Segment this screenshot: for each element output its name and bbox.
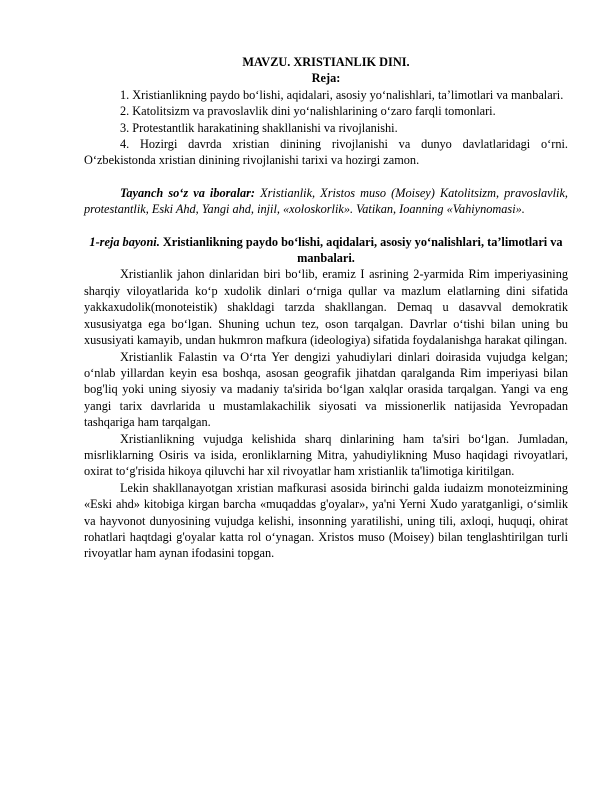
document-title: MAVZU. XRISTIANLIK DINI.: [242, 55, 410, 69]
plan-heading: Reja:: [311, 71, 341, 86]
body-paragraph-1: Xristianlik jahon dinlaridan biri bo‘lib, eramiz I asrining 2-yarmida Rim imperiyasining sharqiy viloyatlarida ko‘p xudolik dinlari o‘rniga qullar va mazlum elatlarning dini sifatida yakkaxudolik(monoteistik) shakldagi tarzda shakllangan. Demaq u dasavval demokratik xususiyatga ega bo‘lgan. Shuning uchun tez, oson tarqalgan. Davrlar o‘tishi bilan uning bu xususiyati kamayib, undan hukmron mafkura (ideologiya) sifatida foydalanishga harakat qilingan.: [84, 267, 568, 348]
keywords-paragraph: [84, 185, 568, 218]
body-paragraph-3: Xristianlikning vujudga kelishida sharq dinlarining ham ta'siri bo‘lgan. Jumladan, misrliklarning Osiris va isida, eronliklarning Mitra, yahudiylikning Muso haqidagi rivoyatlari, oxirat to‘g'risida hikoya qiluvchi har xil rivoyatlar ham xristianlik ta'limotiga kiritilgan.: [84, 431, 568, 479]
keywords-label: Tayanch so‘z va iboralar:: [120, 185, 256, 200]
spacer: [84, 169, 568, 185]
plan-item-2: 2. Katolitsizm va pravoslavlik dini yo‘nalishlarining o‘zaro farqli tomonlari.: [120, 104, 496, 119]
plan-item-3: 3. Protestantlik harakatining shakllanishi va rivojlanishi.: [120, 120, 398, 135]
body-paragraph-4: Lekin shakllanayotgan xristian mafkurasi asosida birinchi galda iudaizm monoteizmining «Eski ahd» kitobiga kirgan barcha «muqaddas g'oyalar», ya'ni Yerni Xudo yaratganligi, o‘simlik va hayvonot dunyosining vujudga kelishi, insonning yaratilishi, uning tili, axloqi, huquqi, ohirat rohatlari haqtdagi g'oyalar katta rol o‘ynagan. Xristos muso (Moisey) bilan tenglashtirilgan turli rivoyatlar ham aynan ifodasini topgan.: [84, 480, 568, 561]
keywords-text: Xristianlik, Xristos muso (Moisey) Katolitsizm, pravoslavlik, protestantlik, Eski Ahd, Yangi ahd, injil, «xoloskorlik». Vatikan, Ioanning «Vahiynomasi».: [84, 185, 568, 217]
plan-item-1: 1. Xristianlikning paydo bo‘lishi, aqidalari, asosiy yo‘nalishlari, ta’limotlari va manbalari.: [120, 87, 564, 102]
body-paragraph-2: Xristianlik Falastin va O‘rta Yer dengizi yahudiylari dinlari doirasida vujudga kelgan; o‘nlab yillardan keyin esa boshqa, asosan geografik jihatdan qaralganda Rim imperiyasi bilan bog'liq yoki uning siyosiy va madaniy ta'sirida bo‘lgan xalqlar orasida tarqalgan. Yangi va eng yangi tarix davrlarida u mustamlakachilik siyosati va missionerlik natijasida Yevropadan tashqariga ham tarqalgan.: [84, 349, 568, 430]
section-title: Xristianlikning paydo bo‘lishi, aqidalari, asosiy yo‘nalishlari, ta’limotlari va manbalari.: [159, 234, 563, 266]
spacer: [84, 218, 568, 234]
section-label: 1-reja bayoni.: [89, 234, 160, 249]
section-heading: [84, 234, 568, 267]
document-page: [84, 54, 568, 562]
plan-item-4: 4. Hozirgi davrda xristian dinining rivojlanishi va dunyo davlatlaridagi o‘rni. O‘zbekistonda xristian dinining rivojlanishi tarixi va hozirgi zamon.: [84, 137, 568, 168]
